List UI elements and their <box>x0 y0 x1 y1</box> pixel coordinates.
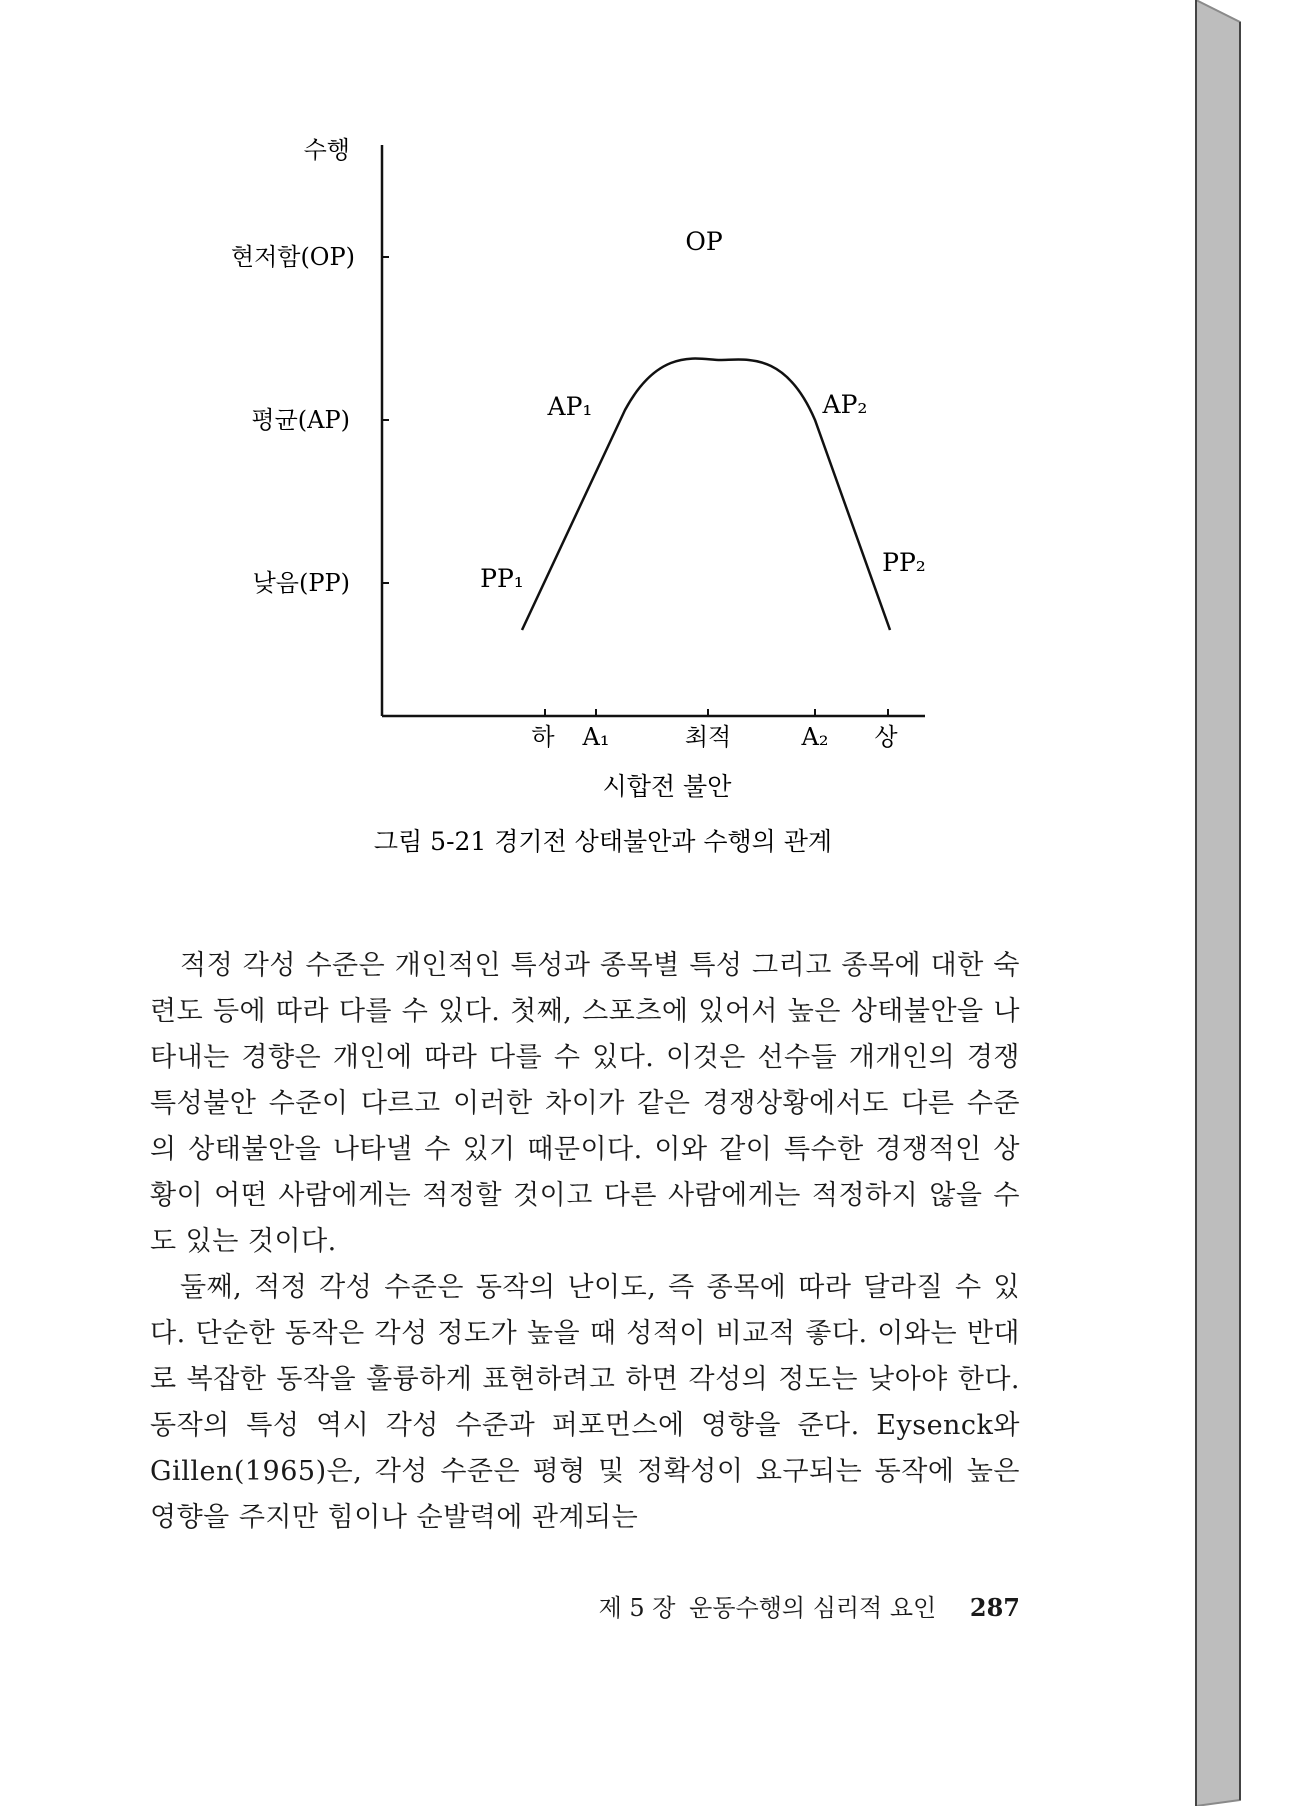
body-paragraph-1: 적정 각성 수준은 개인적인 특성과 종목별 특성 그리고 종목에 대한 숙련도 등에 따라 다를 수 있다. 첫째, 스포츠에 있어서 높은 상태불안을 나타내는 경향은 개인에 따라 다를 수 있다. 이것은 선수들 개개인의 경쟁 특성불안 수준이 다르고 이러한 차이가 같은 경쟁상황에서도 다른 수준의 상태불안을 나타낼 수 있기 때문이다. 이와 같이 특수한 경쟁적인 상황이 어떤 사람에게는 적정할 것이고 다른 사람에게는 적정하지 않을 수도 있는 것이다. <box>150 950 1020 1257</box>
curve-label-pp1: PP₁ <box>480 564 524 593</box>
page-number: 287 <box>969 1593 1020 1622</box>
y-tick-label-op: 현저함(OP) <box>230 243 355 271</box>
curve-label-ap1: AP₁ <box>547 392 593 421</box>
page-footer <box>580 1588 1020 1623</box>
curve-label-op: OP <box>685 227 723 256</box>
footer-title: 운동수행의 심리적 요인 <box>689 1594 937 1622</box>
x-tick-label-a1: A₁ <box>582 723 610 751</box>
footer-chapter: 제 5 장 <box>598 1594 676 1622</box>
x-tick-label-a2: A₂ <box>801 723 829 751</box>
y-tick-label-ap: 평균(AP) <box>251 406 350 434</box>
curve-label-ap2: AP₂ <box>822 390 868 419</box>
x-tick-label-optimal: 최적 <box>684 723 732 751</box>
curve-label-pp2: PP₂ <box>882 548 926 577</box>
x-tick-label-low: 하 <box>531 723 555 751</box>
x-axis-title: 시합전 불안 <box>602 772 732 801</box>
page-edge <box>1196 0 1240 1806</box>
y-tick-label-pp: 낮음(PP) <box>252 569 350 597</box>
y-axis-title: 수행 <box>303 136 350 164</box>
figure <box>231 136 926 856</box>
body-paragraph-2: 둘째, 적정 각성 수준은 동작의 난이도, 즉 종목에 따라 달라질 수 있다. 단순한 동작은 각성 정도가 높을 때 성적이 비교적 좋다. 이와는 반대로 복잡한 동작을 훌륭하게 표현하려고 하면 각성의 정도는 낮아야 한다. 동작의 특성 역시 각성 수준과 퍼포먼스에 영향을 준다. Eysenck와 Gillen(1965)은, 각성 수준은 평형 및 정확성이 요구되는 동작에 높은 영향을 주지만 힘이나 순발력에 관계되는 <box>150 1272 1020 1533</box>
x-tick-label-high: 상 <box>874 723 898 751</box>
figure-caption: 그림 5-21 경기전 상태불안과 수행의 관계 <box>373 827 833 856</box>
